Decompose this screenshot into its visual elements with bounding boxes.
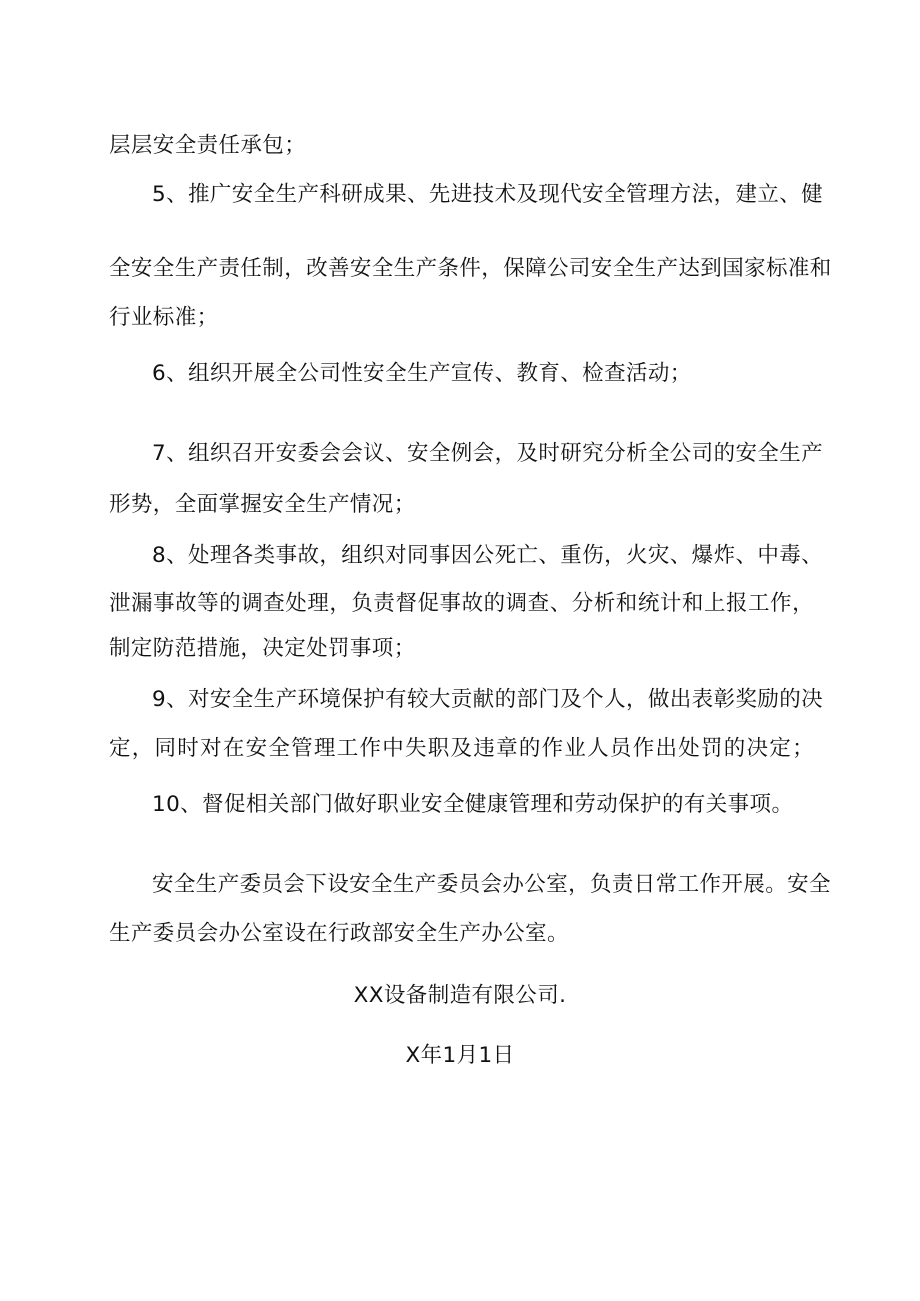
paragraph-line: 层层安全责任承包； xyxy=(109,133,307,158)
company-name: XX设备制造有限公司. xyxy=(353,983,567,1008)
paragraph-line: 形势，全面掌握安全生产情况； xyxy=(109,492,416,517)
paragraph-line: 8、处理各类事故，组织对同事因公死亡、重伤，火灾、爆炸、中毒、 xyxy=(152,543,824,568)
paragraph-line: 泄漏事故等的调查处理，负责督促事故的调查、分析和统计和上报工作， xyxy=(109,591,814,616)
paragraph-line: 6、组织开展全公司性安全生产宣传、教育、检查活动； xyxy=(152,361,692,386)
paragraph-line: 生产委员会办公室设在行政部安全生产办公室。 xyxy=(109,921,569,946)
paragraph-line: 7、组织召开安委会会议、安全例会，及时研究分析全公司的安全生产 xyxy=(152,441,824,466)
paragraph-line: 制定防范措施，决定处罚事项； xyxy=(109,636,416,661)
paragraph-line: 5、推广安全生产科研成果、先进技术及现代安全管理方法，建立、健 xyxy=(152,182,824,207)
paragraph-line: 10、督促相关部门做好职业安全健康管理和劳动保护的有关事项。 xyxy=(152,792,794,817)
paragraph-line: 全安全生产责任制，改善安全生产条件，保障公司安全生产达到国家标准和 xyxy=(109,256,832,281)
paragraph-line: 定，同时对在安全管理工作中失职及违章的作业人员作出处罚的决定； xyxy=(109,736,814,761)
paragraph-line: 行业标准； xyxy=(109,305,219,330)
paragraph-line: 安全生产委员会下设安全生产委员会办公室，负责日常工作开展。安全 xyxy=(152,872,831,897)
issue-date: X年1月1日 xyxy=(405,1043,515,1068)
paragraph-line: 9、对安全生产环境保护有较大贡献的部门及个人，做出表彰奖励的决 xyxy=(152,687,824,712)
